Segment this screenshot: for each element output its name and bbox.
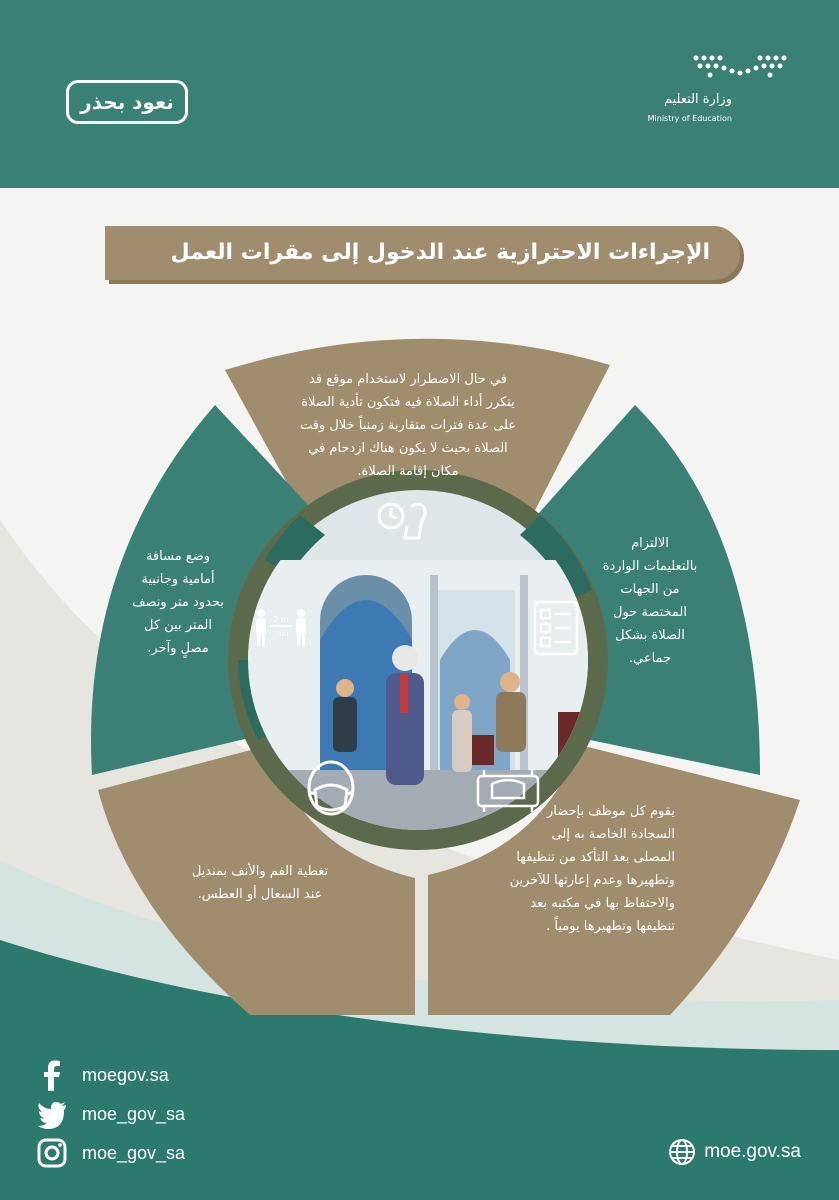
distance-label-min: min [273,629,289,638]
text-line: المصلى بعد التأكد من تنظيفها [516,850,675,865]
twitter-link[interactable] [36,1098,185,1130]
ministry-name-ar: وزارة التعليم [663,92,732,107]
text-line: أمامية وجانبية [141,572,215,587]
website-url: moe.gov.sa [704,1141,801,1162]
text-line: والاحتفاظ بها في مكتبه بعد [530,896,675,911]
distance-label-m: 2 m [273,615,289,624]
campaign-logo-text: نعود بحذر [80,90,174,114]
text-line: الصلاة بشكل [615,628,685,643]
facebook-icon [36,1059,68,1091]
text-line: بالتعليمات الواردة [602,559,698,574]
text-line: مصلٍ وآخر. [147,641,209,656]
segment-bottom-left-text [150,860,370,906]
page-title: الإجراءات الاحترازية عند الدخول إلى مقرات العمل [170,240,710,265]
segment-top-text [258,368,558,483]
instagram-link[interactable] [36,1137,185,1169]
segment-bottom-right-text [445,800,675,938]
facebook-handle: moegov.sa [82,1064,169,1085]
text-line: في حال الاضطرار لاستخدام موقع قد [309,372,507,387]
text-line: الصلاة بحيث لا يكون هناك ازدحام في [308,441,508,456]
segment-right-text [585,532,715,670]
text-line: المختصة حول [613,605,687,620]
website-link[interactable] [668,1138,801,1166]
segment-left-text [108,545,248,660]
twitter-icon [36,1098,68,1130]
text-line: مكان إقامة الصلاة. [357,464,459,479]
text-line: تغطية الفم والأنف بمنديل [191,864,329,879]
text-line: من الجهات [620,582,680,597]
text-line: الالتزام [631,536,669,551]
text-line: تنظيفها وتطهيرها يومياً . [546,919,675,934]
text-line: السجادة الخاصة به إلى [551,827,675,842]
twitter-handle: moe_gov_sa [82,1103,186,1124]
ministry-name-en: Ministry of Education [647,114,732,123]
text-line: بحدود متر ونصف [132,595,224,610]
text-line: المتر بين كل [144,618,212,633]
title-banner [105,226,740,280]
text-line: جماعي. [628,651,672,666]
globe-icon [668,1138,696,1166]
text-line: على عدة فترات متقاربة زمنياً خلال وقت [299,418,517,433]
text-line: وتطهيرها وعدم إعارتها للآخرين [509,873,675,888]
instagram-handle: moe_gov_sa [82,1142,186,1163]
instagram-icon [36,1137,68,1169]
facebook-link[interactable] [36,1059,169,1091]
text-line: عند السعال أو العطس. [197,887,323,902]
text-line: يقوم كل موظف بإحضار [546,804,675,819]
text-line: يتكرر أداء الصلاة فيه فتكون تأدية الصلاة [301,395,515,410]
text-line: وضع مسافة [145,549,211,564]
